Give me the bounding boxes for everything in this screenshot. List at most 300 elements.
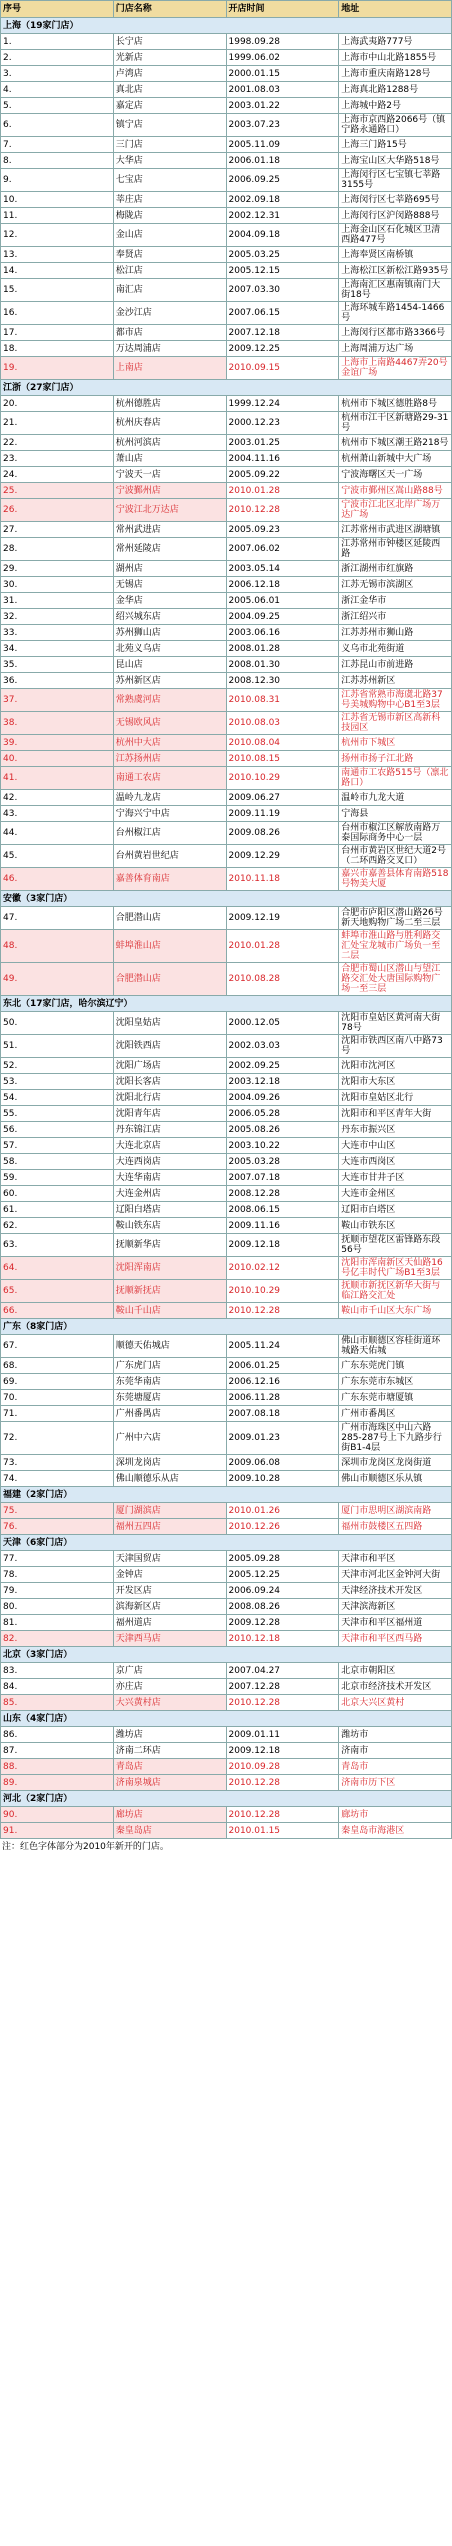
store-name: 常熟虞河店	[113, 689, 226, 712]
table-row	[1, 1090, 452, 1106]
store-address: 福州市鼓楼区五四路	[339, 1519, 452, 1535]
store-address: 上海宝山区大华路518号	[339, 153, 452, 169]
table-row	[1, 263, 452, 279]
open-date: 2004.09.26	[226, 1090, 339, 1106]
store-name: 大连西岗店	[113, 1154, 226, 1170]
row-number: 76.	[1, 1519, 114, 1535]
section-header	[1, 891, 452, 907]
row-number: 70.	[1, 1390, 114, 1406]
row-number: 2.	[1, 50, 114, 66]
section-title: 福建（2家门店）	[1, 1487, 452, 1503]
open-date: 2010.01.28	[226, 930, 339, 963]
table-row	[1, 1727, 452, 1743]
row-number: 23.	[1, 451, 114, 467]
table-row	[1, 1823, 452, 1839]
store-name: 宁海兴宁中店	[113, 806, 226, 822]
section-header	[1, 380, 452, 396]
store-name: 沈阳皇姑店	[113, 1012, 226, 1035]
store-address: 抚顺市新抚区新华大街与临江路交汇处	[339, 1280, 452, 1303]
store-name: 宁波江北万达店	[113, 499, 226, 522]
table-row	[1, 208, 452, 224]
store-name: 东莞塘厦店	[113, 1390, 226, 1406]
table-row	[1, 822, 452, 845]
open-date: 2000.12.05	[226, 1012, 339, 1035]
store-address: 合肥市蜀山区潜山与望江路交汇处大唐国际购物广场一至三层	[339, 963, 452, 996]
store-name: 合肥潜山店	[113, 963, 226, 996]
open-date: 2005.11.24	[226, 1335, 339, 1358]
store-address: 大连市西岗区	[339, 1154, 452, 1170]
table-row	[1, 790, 452, 806]
table-row	[1, 396, 452, 412]
row-number: 4.	[1, 82, 114, 98]
store-name: 廊坊店	[113, 1807, 226, 1823]
row-number: 30.	[1, 577, 114, 593]
row-number: 15.	[1, 279, 114, 302]
table-row	[1, 1599, 452, 1615]
store-name: 梅陇店	[113, 208, 226, 224]
store-address: 大连市金州区	[339, 1186, 452, 1202]
store-name: 金华店	[113, 593, 226, 609]
section-title: 山东（4家门店）	[1, 1711, 452, 1727]
row-number: 53.	[1, 1074, 114, 1090]
store-name: 蚌埠淮山店	[113, 930, 226, 963]
table-row	[1, 577, 452, 593]
table-row	[1, 1122, 452, 1138]
row-number: 45.	[1, 845, 114, 868]
store-address: 大连市甘井子区	[339, 1170, 452, 1186]
open-date: 2005.09.28	[226, 1551, 339, 1567]
open-date: 2003.05.14	[226, 561, 339, 577]
store-address: 义乌市北苑街道	[339, 641, 452, 657]
row-number: 36.	[1, 673, 114, 689]
open-date: 2008.06.15	[226, 1202, 339, 1218]
row-number: 87.	[1, 1743, 114, 1759]
table-row	[1, 907, 452, 930]
open-date: 2005.03.28	[226, 1154, 339, 1170]
row-number: 77.	[1, 1551, 114, 1567]
table-row	[1, 963, 452, 996]
table-row	[1, 451, 452, 467]
table-row	[1, 1058, 452, 1074]
row-number: 9.	[1, 169, 114, 192]
store-name: 京广店	[113, 1663, 226, 1679]
table-row	[1, 538, 452, 561]
table-row	[1, 1074, 452, 1090]
store-address: 江苏昆山市前进路	[339, 657, 452, 673]
table-row	[1, 153, 452, 169]
open-date: 2006.09.25	[226, 169, 339, 192]
table-row	[1, 325, 452, 341]
table-row	[1, 641, 452, 657]
row-number: 91.	[1, 1823, 114, 1839]
table-row	[1, 845, 452, 868]
row-number: 40.	[1, 751, 114, 767]
row-number: 71.	[1, 1406, 114, 1422]
table-row	[1, 98, 452, 114]
table-row	[1, 1035, 452, 1058]
store-address: 鞍山市千山区大东广场	[339, 1303, 452, 1319]
store-name: 青岛店	[113, 1759, 226, 1775]
table-row	[1, 767, 452, 790]
row-number: 84.	[1, 1679, 114, 1695]
open-date: 2006.12.18	[226, 577, 339, 593]
store-address: 沈阳市浑南新区天仙路16号亿丰时代广场B1至3层	[339, 1257, 452, 1280]
store-address: 上海南汇区惠南镇南门大街18号	[339, 279, 452, 302]
open-date: 2006.11.28	[226, 1390, 339, 1406]
table-row	[1, 1695, 452, 1711]
table-row	[1, 1551, 452, 1567]
row-number: 58.	[1, 1154, 114, 1170]
open-date: 2007.12.28	[226, 1679, 339, 1695]
store-name: 沈阳长客店	[113, 1074, 226, 1090]
store-name: 杭州庆春店	[113, 412, 226, 435]
row-number: 3.	[1, 66, 114, 82]
table-row	[1, 302, 452, 325]
table-row	[1, 1471, 452, 1487]
open-date: 2010.08.04	[226, 735, 339, 751]
table-row	[1, 279, 452, 302]
open-date: 2010.12.28	[226, 1695, 339, 1711]
section-title: 天津（6家门店）	[1, 1535, 452, 1551]
store-name: 福州五四店	[113, 1519, 226, 1535]
table-row	[1, 50, 452, 66]
store-address: 丹东市振兴区	[339, 1122, 452, 1138]
open-date: 2006.09.24	[226, 1583, 339, 1599]
store-name: 济南二环店	[113, 1743, 226, 1759]
store-address: 江苏省常熟市海虞北路37号美城购物中心B1至3层	[339, 689, 452, 712]
section-title: 北京（3家门店）	[1, 1647, 452, 1663]
row-number: 60.	[1, 1186, 114, 1202]
open-date: 2010.12.28	[226, 499, 339, 522]
open-date: 2005.12.15	[226, 263, 339, 279]
open-date: 2000.12.23	[226, 412, 339, 435]
row-number: 90.	[1, 1807, 114, 1823]
open-date: 2002.12.31	[226, 208, 339, 224]
store-name: 辽阳白塔店	[113, 1202, 226, 1218]
store-address: 广东东莞市东城区	[339, 1374, 452, 1390]
row-number: 56.	[1, 1122, 114, 1138]
open-date: 2007.07.18	[226, 1170, 339, 1186]
store-address: 温岭市九龙大道	[339, 790, 452, 806]
col-header-no: 序号	[1, 1, 114, 18]
store-name: 大兴黄村店	[113, 1695, 226, 1711]
open-date: 2007.06.15	[226, 302, 339, 325]
table-row	[1, 1170, 452, 1186]
store-address: 杭州萧山新城中大广场	[339, 451, 452, 467]
open-date: 2010.01.26	[226, 1503, 339, 1519]
store-address: 杭州市下城区潮王路218号	[339, 435, 452, 451]
store-address: 辽阳市白塔区	[339, 1202, 452, 1218]
open-date: 2010.12.28	[226, 1807, 339, 1823]
store-address: 南通市工农路515号（凛北路口）	[339, 767, 452, 790]
open-date: 2010.12.28	[226, 1775, 339, 1791]
table-row	[1, 467, 452, 483]
row-number: 31.	[1, 593, 114, 609]
open-date: 2007.08.18	[226, 1406, 339, 1422]
store-name: 莘庄店	[113, 192, 226, 208]
open-date: 2005.09.22	[226, 467, 339, 483]
store-address: 杭州市下城区	[339, 735, 452, 751]
open-date: 1999.06.02	[226, 50, 339, 66]
open-date: 2009.12.18	[226, 1234, 339, 1257]
store-address: 浙江金华市	[339, 593, 452, 609]
open-date: 2009.12.18	[226, 1743, 339, 1759]
open-date: 2006.01.25	[226, 1358, 339, 1374]
row-number: 35.	[1, 657, 114, 673]
store-address: 天津经济技术开发区	[339, 1583, 452, 1599]
table-row	[1, 34, 452, 50]
open-date: 2009.12.19	[226, 907, 339, 930]
store-address: 江苏无锡市滨湖区	[339, 577, 452, 593]
table-row	[1, 1106, 452, 1122]
open-date: 2009.01.11	[226, 1727, 339, 1743]
table-row	[1, 1759, 452, 1775]
store-name: 都市店	[113, 325, 226, 341]
section-header	[1, 1535, 452, 1551]
store-address: 上海奉贤区南桥镇	[339, 247, 452, 263]
table-row	[1, 522, 452, 538]
store-address: 秦皇岛市海港区	[339, 1823, 452, 1839]
store-name: 抚顺新华店	[113, 1234, 226, 1257]
store-address: 深圳市龙岗区龙岗街道	[339, 1455, 452, 1471]
row-number: 25.	[1, 483, 114, 499]
row-number: 48.	[1, 930, 114, 963]
store-address: 沈阳市大东区	[339, 1074, 452, 1090]
row-number: 21.	[1, 412, 114, 435]
table-row	[1, 1234, 452, 1257]
row-number: 13.	[1, 247, 114, 263]
store-name: 湖州店	[113, 561, 226, 577]
row-number: 59.	[1, 1170, 114, 1186]
store-name: 滨海新区店	[113, 1599, 226, 1615]
table-row	[1, 1519, 452, 1535]
row-number: 37.	[1, 689, 114, 712]
store-address: 上海闵行区七莘路695号	[339, 192, 452, 208]
store-name: 鞍山铁东店	[113, 1218, 226, 1234]
open-date: 2005.08.26	[226, 1122, 339, 1138]
store-address: 宁波海曙区天一广场	[339, 467, 452, 483]
store-address: 宁海县	[339, 806, 452, 822]
store-address: 廊坊市	[339, 1807, 452, 1823]
row-number: 47.	[1, 907, 114, 930]
table-row	[1, 1679, 452, 1695]
table-row	[1, 751, 452, 767]
open-date: 2004.09.25	[226, 609, 339, 625]
open-date: 2002.09.18	[226, 192, 339, 208]
store-name: 杭州河滨店	[113, 435, 226, 451]
row-number: 16.	[1, 302, 114, 325]
store-name: 卢湾店	[113, 66, 226, 82]
store-name: 天津国贸店	[113, 1551, 226, 1567]
store-address: 上海周浦万达广场	[339, 341, 452, 357]
store-name: 杭州德胜店	[113, 396, 226, 412]
store-name: 台州黄岩世纪店	[113, 845, 226, 868]
store-address: 北京大兴区黄村	[339, 1695, 452, 1711]
store-name: 金沙江店	[113, 302, 226, 325]
row-number: 79.	[1, 1583, 114, 1599]
table-row	[1, 609, 452, 625]
store-name: 东莞华南店	[113, 1374, 226, 1390]
store-address: 沈阳市沈河区	[339, 1058, 452, 1074]
open-date: 2010.12.26	[226, 1519, 339, 1535]
table-row	[1, 1567, 452, 1583]
open-date: 2009.12.29	[226, 845, 339, 868]
store-address: 江苏省无锡市新区高新科技园区	[339, 712, 452, 735]
section-title: 上海（19家门店）	[1, 18, 452, 34]
section-title: 广东（8家门店）	[1, 1319, 452, 1335]
store-address: 上海金山区石化城区卫清西路477号	[339, 224, 452, 247]
store-name: 大华店	[113, 153, 226, 169]
row-number: 57.	[1, 1138, 114, 1154]
row-number: 50.	[1, 1012, 114, 1035]
table-row	[1, 1390, 452, 1406]
open-date: 2005.12.25	[226, 1567, 339, 1583]
store-name: 厦门湖滨店	[113, 1503, 226, 1519]
store-address: 上海松江区新松江路935号	[339, 263, 452, 279]
store-address: 济南市历下区	[339, 1775, 452, 1791]
store-name: 江苏扬州店	[113, 751, 226, 767]
table-row	[1, 1663, 452, 1679]
store-name: 三门店	[113, 137, 226, 153]
store-address: 青岛市	[339, 1759, 452, 1775]
open-date: 2010.11.18	[226, 868, 339, 891]
table-row	[1, 499, 452, 522]
open-date: 2009.01.23	[226, 1422, 339, 1455]
open-date: 2003.01.25	[226, 435, 339, 451]
table-row	[1, 1138, 452, 1154]
store-name: 昆山店	[113, 657, 226, 673]
table-row	[1, 1335, 452, 1358]
store-address: 广州市海珠区中山六路285-287号上下九路步行街B1-4层	[339, 1422, 452, 1455]
store-address: 鞍山市铁东区	[339, 1218, 452, 1234]
row-number: 86.	[1, 1727, 114, 1743]
table-row	[1, 1280, 452, 1303]
row-number: 26.	[1, 499, 114, 522]
store-address: 浙江湖州市红旗路	[339, 561, 452, 577]
store-address: 潍坊市	[339, 1727, 452, 1743]
open-date: 2003.10.22	[226, 1138, 339, 1154]
store-name: 南汇店	[113, 279, 226, 302]
store-address: 北京市经济技术开发区	[339, 1679, 452, 1695]
table-row	[1, 1374, 452, 1390]
store-address: 上海市重庆南路128号	[339, 66, 452, 82]
table-row	[1, 1583, 452, 1599]
store-name: 七宝店	[113, 169, 226, 192]
section-header	[1, 1647, 452, 1663]
open-date: 2007.06.02	[226, 538, 339, 561]
store-address: 大连市中山区	[339, 1138, 452, 1154]
row-number: 75.	[1, 1503, 114, 1519]
store-name: 苏州狮山店	[113, 625, 226, 641]
row-number: 29.	[1, 561, 114, 577]
open-date: 2010.01.28	[226, 483, 339, 499]
store-address: 广东东莞市塘厦镇	[339, 1390, 452, 1406]
row-number: 68.	[1, 1358, 114, 1374]
col-header-address: 地址	[339, 1, 452, 18]
store-name: 嘉善体育南店	[113, 868, 226, 891]
row-number: 18.	[1, 341, 114, 357]
store-name: 潍坊店	[113, 1727, 226, 1743]
store-name: 常州延陵店	[113, 538, 226, 561]
store-address: 天津滨海新区	[339, 1599, 452, 1615]
open-date: 2010.08.15	[226, 751, 339, 767]
footnote: 注：红色字体部分为2010年新开的门店。	[2, 1842, 169, 1852]
store-name: 杭州中大店	[113, 735, 226, 751]
store-address: 宁波市鄞州区嵩山路88号	[339, 483, 452, 499]
store-name: 台州椒江店	[113, 822, 226, 845]
store-name: 北苑义乌店	[113, 641, 226, 657]
open-date: 2003.01.22	[226, 98, 339, 114]
store-address: 广州市番禺区	[339, 1406, 452, 1422]
open-date: 2003.12.18	[226, 1074, 339, 1090]
open-date: 2000.01.15	[226, 66, 339, 82]
store-name: 长宁店	[113, 34, 226, 50]
row-number: 88.	[1, 1759, 114, 1775]
open-date: 2008.12.28	[226, 1186, 339, 1202]
store-name: 福州道店	[113, 1615, 226, 1631]
row-number: 89.	[1, 1775, 114, 1791]
store-name: 奉贤店	[113, 247, 226, 263]
open-date: 2010.02.12	[226, 1257, 339, 1280]
row-number: 78.	[1, 1567, 114, 1583]
store-address: 北京市朝阳区	[339, 1663, 452, 1679]
store-address: 蚌埠市淮山路与胜利路交汇处宝龙城市广场负一至二层	[339, 930, 452, 963]
store-address: 江苏苏州新区	[339, 673, 452, 689]
row-number: 62.	[1, 1218, 114, 1234]
open-date: 2005.09.23	[226, 522, 339, 538]
table-row	[1, 192, 452, 208]
store-name: 光新店	[113, 50, 226, 66]
open-date: 2005.06.01	[226, 593, 339, 609]
row-number: 69.	[1, 1374, 114, 1390]
open-date: 2008.01.28	[226, 641, 339, 657]
store-name: 秦皇岛店	[113, 1823, 226, 1839]
open-date: 2008.01.30	[226, 657, 339, 673]
section-header	[1, 996, 452, 1012]
open-date: 2007.04.27	[226, 1663, 339, 1679]
open-date: 2010.08.28	[226, 963, 339, 996]
store-address: 江苏苏州市狮山路	[339, 625, 452, 641]
store-name: 宁波天一店	[113, 467, 226, 483]
table-header-row	[1, 1, 452, 18]
row-number: 7.	[1, 137, 114, 153]
store-name: 丹东锦江店	[113, 1122, 226, 1138]
store-address: 上海市中山北路1855号	[339, 50, 452, 66]
table-row	[1, 1422, 452, 1455]
store-name: 天津西马店	[113, 1631, 226, 1647]
open-date: 2010.08.03	[226, 712, 339, 735]
table-row	[1, 66, 452, 82]
section-header	[1, 1319, 452, 1335]
store-name: 苏州新区店	[113, 673, 226, 689]
table-row	[1, 341, 452, 357]
section-header	[1, 18, 452, 34]
row-number: 14.	[1, 263, 114, 279]
table-row	[1, 1455, 452, 1471]
open-date: 2009.12.28	[226, 1615, 339, 1631]
table-row	[1, 1807, 452, 1823]
store-address: 江苏常州市钟楼区延陵西路	[339, 538, 452, 561]
table-row	[1, 735, 452, 751]
open-date: 1998.09.28	[226, 34, 339, 50]
store-address: 上海市京西路2066号（镇宁路永通路口）	[339, 114, 452, 137]
store-name: 深圳龙岗店	[113, 1455, 226, 1471]
store-name: 宁波鄞州店	[113, 483, 226, 499]
store-name: 松江店	[113, 263, 226, 279]
store-name: 镇宁店	[113, 114, 226, 137]
open-date: 2010.10.29	[226, 1280, 339, 1303]
store-name: 金钟店	[113, 1567, 226, 1583]
